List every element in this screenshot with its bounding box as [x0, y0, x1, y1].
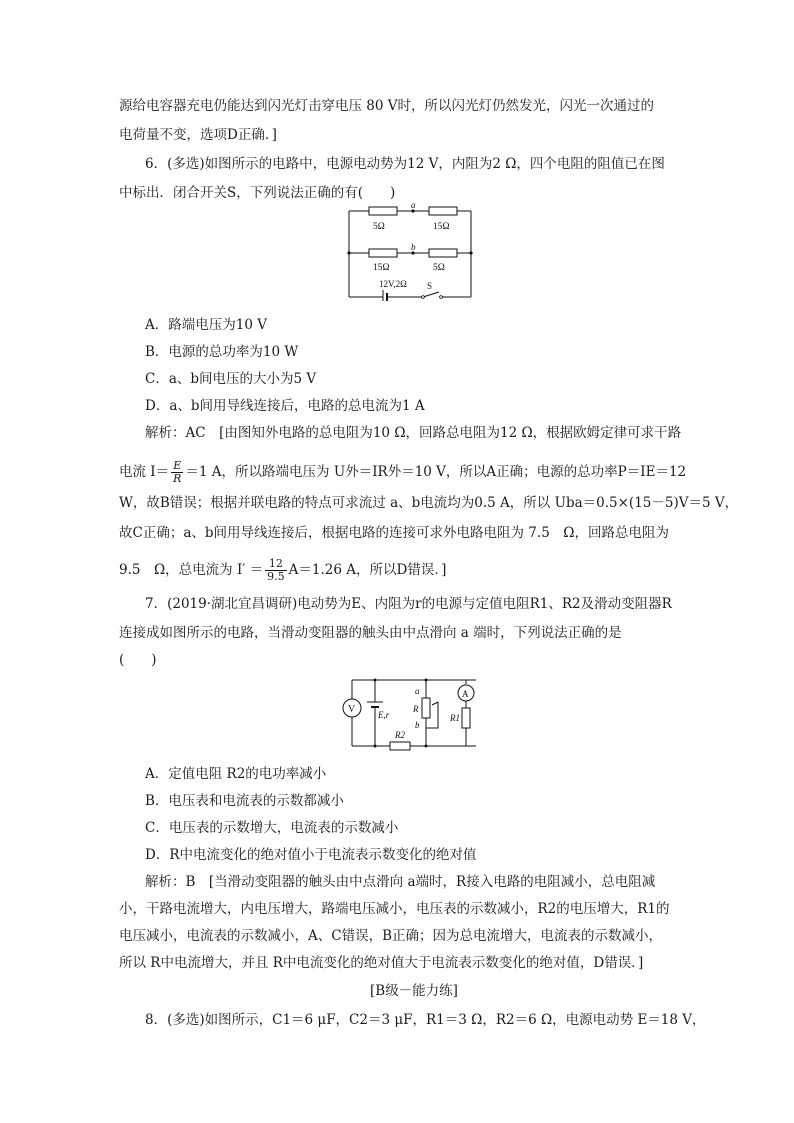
q6-option-c: C．a、b间电压的大小为5 V — [145, 371, 317, 387]
q6-fraction-denominator: R — [173, 472, 182, 485]
q7-option-b: B．电压表和电流表的示数都减小 — [145, 793, 344, 809]
q7-ammeter-label: A — [462, 689, 469, 699]
q7-explanation-line-1: 解析：B [当滑动变阻器的触头由中点滑向 a端时，R接入电路的电阻减小，总电阻减 — [145, 874, 656, 890]
text-line-1: 源给电容器充电仍能达到闪光灯击穿电压 80 V时，所以闪光灯仍然发光，闪光一次通过的 — [119, 98, 655, 114]
q6-explanation-line-2-start: 电流 I＝ — [119, 464, 170, 480]
q7-r1-label: R1 — [450, 713, 460, 723]
q6-option-a: A．路端电压为10 V — [145, 317, 267, 333]
q7-stem-line-1: 7．(2019·湖北宜昌调研)电动势为E、内阻为r的电源与定值电阻R1、R2及滑动变阻器R — [145, 596, 672, 612]
q7-option-c: C．电压表的示数增大，电流表的示数减小 — [145, 820, 399, 836]
q6-node-b: b — [411, 242, 416, 252]
q7-voltmeter-label: V — [348, 704, 356, 715]
q6-fraction2-denominator: 9.5 — [267, 570, 285, 583]
text-line-2: 电荷量不变，选项D正确．] — [119, 127, 277, 143]
q6-source-label: 12V,2Ω — [379, 279, 407, 289]
q7-node-b: b — [415, 720, 420, 730]
section-heading: [B级－能力练] — [370, 983, 458, 999]
q6-stem-line-1: 6．(多选)如图所示的电路中，电源电动势为12 V，内阻为2 Ω，四个电阻的阻值已在图 — [145, 156, 665, 172]
q7-option-d: D．R中电流变化的绝对值小于电流表示数变化的绝对值 — [145, 847, 477, 863]
q6-explanation-line-5 — [119, 558, 446, 583]
q6-option-b: B．电源的总功率为10 W — [145, 344, 299, 360]
q6-fraction-numerator: E — [171, 460, 183, 473]
q6-resistor-top-right-label: 15Ω — [433, 222, 450, 232]
q6-switch-label: S — [427, 281, 433, 291]
q6-explanation-line-2-end: ＝1 A，所以路端电压为 U外＝IR外＝10 V，所以A正确；电源的总功率P＝IE＝12 — [185, 464, 687, 480]
q6-resistor-bottom-right-label: 5Ω — [433, 263, 445, 273]
q7-rheostat-label: R — [413, 704, 419, 714]
q6-resistor-bottom-left-label: 15Ω — [373, 263, 390, 273]
q6-explanation-line-5-start: 9.5 Ω，总电流为 I′ ＝ — [119, 562, 264, 578]
q8-stem-line-1: 8．(多选)如图所示，C1＝6 μF，C2＝3 μF，R1＝3 Ω，R2＝6 Ω，电源电动势 E＝18 V， — [145, 1012, 706, 1028]
q6-node-a: a — [411, 203, 416, 210]
q6-explanation-line-1: 解析：AC [由图知外电路的总电阻为10 Ω，回路总电阻为12 Ω，根据欧姆定律可求干路 — [145, 425, 682, 441]
q6-total-current-fraction — [265, 558, 287, 583]
q7-explanation-line-3: 电压减小，电流表的示数减小，A、C错误，B正确；因为总电流增大，电流表的示数减小， — [119, 928, 662, 944]
q7-node-a: a — [415, 686, 420, 696]
q6-fraction2-numerator: 12 — [265, 558, 287, 571]
q6-circuit-diagram — [345, 203, 475, 301]
q7-explanation-line-2: 小，干路电流增大，内电压增大，路端电压减小，电压表的示数减小，R2的电压增大，R1的 — [119, 901, 670, 917]
q6-option-d: D．a、b间用导线连接后，电路的总电流为1 A — [145, 398, 425, 414]
q7-stem-line-2: 连接成如图所示的电路，当滑动变阻器的触头由中点滑向 a 端时，下列说法正确的是 — [119, 625, 622, 641]
q7-explanation-line-4: 所以 R中电流增大，并且 R中电流变化的绝对值大于电流表示数变化的绝对值，D错误．] — [119, 955, 644, 971]
q6-explanation-line-5-end: A＝1.26 A，所以D错误．] — [288, 562, 447, 578]
q7-option-a: A．定值电阻 R2的电功率减小 — [145, 766, 327, 782]
q6-resistor-top-left-label: 5Ω — [373, 222, 385, 232]
q7-r2-label: R2 — [395, 730, 405, 740]
q6-explanation-line-4: 故C正确；a、b间用导线连接后，根据电路的连接可求外电路电阻为 7.5 Ω，回路总电阻为 — [119, 525, 669, 541]
q6-explanation-line-2 — [119, 460, 686, 485]
q6-explanation-line-3: W，故B错误；根据并联电路的特点可求流过 a、b电流均为0.5 A，所以 Uba＝0.5×(15－5)V＝5 V， — [119, 495, 739, 511]
q7-circuit-diagram — [340, 672, 488, 752]
q6-stem-line-2: 中标出．闭合开关S，下列说法正确的有( ) — [119, 185, 396, 201]
q7-source-label: E,r — [378, 710, 390, 720]
q6-current-fraction — [171, 460, 183, 485]
q7-stem-line-3: ( ) — [119, 652, 157, 668]
